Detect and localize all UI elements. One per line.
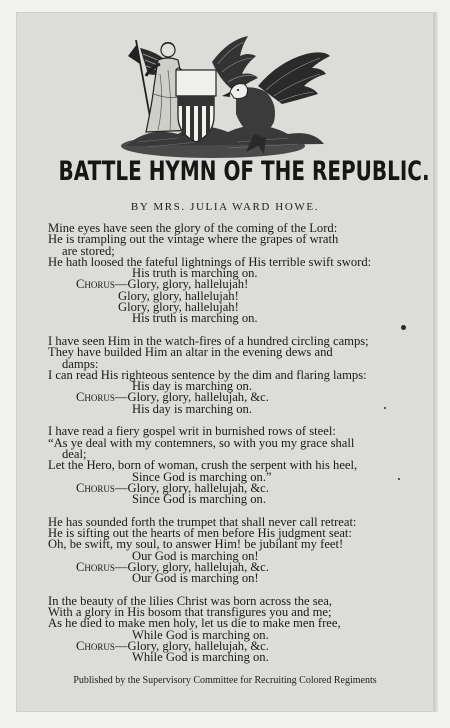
verse-line: Our God is marching on! [132, 571, 259, 586]
stanza [48, 426, 393, 505]
verse-line: He has sounded forth the trumpet that shall never call retreat: [48, 514, 357, 529]
verse-line: Since God is marching on.” [132, 469, 272, 484]
author-byline: BY MRS. JULIA WARD HOWE. [130, 201, 320, 213]
hymn-verses [48, 223, 393, 675]
ink-speck [401, 325, 406, 330]
verse-line: Oh, be swift, my soul, to answer Him! be jubilant my feet! [48, 537, 344, 552]
chorus-line: Chorus—Glory, glory, hallelujah, &c. [76, 638, 269, 653]
verse-line: Glory, glory, hallelujah! [118, 300, 239, 315]
verse-line: They have builded Him an altar in the evening dews and [48, 345, 333, 360]
verse-line: I have read a fiery gospel writ in burnished rows of steel: [48, 424, 336, 439]
chorus-line: Chorus—Glory, glory, hallelujah, &c. [76, 480, 269, 495]
verse-line: Mine eyes have seen the glory of the coming of the Lord: [48, 221, 338, 235]
ink-speck [384, 407, 386, 409]
verse-line: “As ye deal with my contemners, so with you my grace shall [48, 435, 355, 450]
verse-line: While God is marching on. [132, 627, 269, 642]
verse-line: His truth is marching on. [132, 266, 258, 281]
broadside-title: BATTLE HYMN OF THE REPUBLIC. [58, 156, 430, 187]
verse-line: deal; [62, 446, 87, 461]
verse-line: He is sifting out the hearts of men before His judgment seat: [48, 526, 352, 541]
verse-line: His day is marching on. [132, 379, 252, 394]
verse-line: Our God is marching on! [132, 548, 259, 563]
verse-line: While God is marching on. [132, 650, 269, 665]
chorus-line: Chorus—Glory, glory, hallelujah! [76, 277, 249, 292]
chorus-line: Chorus—Glory, glory, hallelujah, &c. [76, 559, 269, 574]
verse-line: Since God is marching on. [132, 492, 266, 507]
verse-line: In the beauty of the lilies Christ was born across the sea, [48, 593, 332, 608]
stanza [48, 333, 393, 416]
chorus-line: Chorus—Glory, glory, hallelujah, &c. [76, 390, 269, 405]
verse-line: As he died to make men holy, let us die to make men free, [48, 616, 341, 631]
verse-line: His truth is marching on. [132, 311, 258, 326]
stanza [48, 223, 393, 325]
verse-line: I have seen Him in the watch-fires of a hundred circling camps; [48, 333, 369, 348]
sheet-edge [434, 12, 438, 712]
verse-line: He is trampling out the vintage where the grapes of wrath [48, 232, 339, 247]
verse-line: With a glory in His bosom that transfigures you and me; [48, 605, 332, 620]
verse-line: Let the Hero, born of woman, crush the serpent with his heel, [48, 458, 358, 473]
verse-line: He hath loosed the fateful lightnings of His terrible swift sword: [48, 254, 372, 269]
publisher-footer: Published by the Supervisory Committee for Recruiting Colored Regiments [73, 675, 377, 686]
ink-speck [398, 478, 400, 480]
verse-line: I can read His righteous sentence by the dim and flaring lamps: [48, 367, 367, 382]
verse-line: are stored; [62, 243, 115, 258]
stanza [48, 593, 393, 665]
verse-line: His day is marching on. [132, 401, 252, 416]
columbia-eagle-engraving [118, 34, 332, 160]
verse-line: Glory, glory, hallelujah! [118, 288, 239, 303]
verse-line: damps: [62, 356, 99, 371]
stanza [48, 514, 393, 586]
